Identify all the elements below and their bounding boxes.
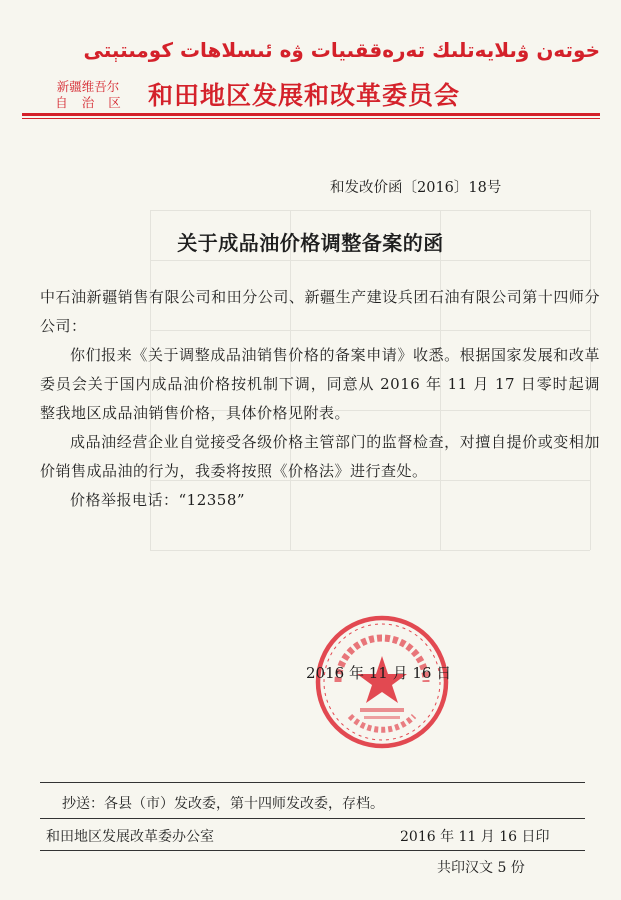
document-title: 关于成品油价格调整备案的函 xyxy=(177,231,444,255)
letterhead-org-name: 和田地区发展和改革委员会 xyxy=(148,81,461,110)
letter-body xyxy=(40,283,600,515)
issuing-office: 和田地区发展改革委办公室 xyxy=(46,829,214,845)
copies-count: 共印汉文 5 份 xyxy=(437,860,525,876)
paragraph: 你们报来《关于调整成品油销售价格的备案申请》收悉。根据国家发展和改革委员会关于国内成品油价格按机制下调，同意从 2016 年 11 月 17 日零时起调整我地区成品油销售价格，具体价格见附表。 xyxy=(40,346,600,422)
region-line-1: 新疆维吾尔 xyxy=(56,79,120,94)
letterhead-region xyxy=(40,79,136,111)
addressee: 中石油新疆销售有限公司和田分公司、新疆生产建设兵团石油有限公司第十四师分公司： xyxy=(40,288,600,335)
letterhead-rule-thick xyxy=(22,113,600,116)
document-number: 和发改价函〔2016〕18号 xyxy=(330,180,502,196)
sign-date: 2016 年 11 月 16 日 xyxy=(306,664,452,682)
region-line-2: 自治区 xyxy=(55,95,135,110)
letterhead-rule-thin xyxy=(22,118,600,119)
cc-list: 抄送：各县（市）发改委，第十四师发改委，存档。 xyxy=(62,796,384,812)
footer-rule-middle xyxy=(40,818,585,819)
paragraph: 成品油经营企业自觉接受各级价格主管部门的监督检查，对擅自提价或变相加价销售成品油的行为，我委将按照《价格法》进行查处。 xyxy=(40,433,600,480)
print-date: 2016 年 11 月 16 日印 xyxy=(400,829,550,845)
paragraph: 价格举报电话：“12358” xyxy=(70,491,246,509)
footer-rule-bottom xyxy=(40,850,585,851)
footer-rule-top xyxy=(40,782,585,783)
letterhead-uyghur-name: خوتەن ۋىلايەتلىك تەرەققىيات ۋە ئىسلاھات كومىتېتى xyxy=(83,38,600,62)
